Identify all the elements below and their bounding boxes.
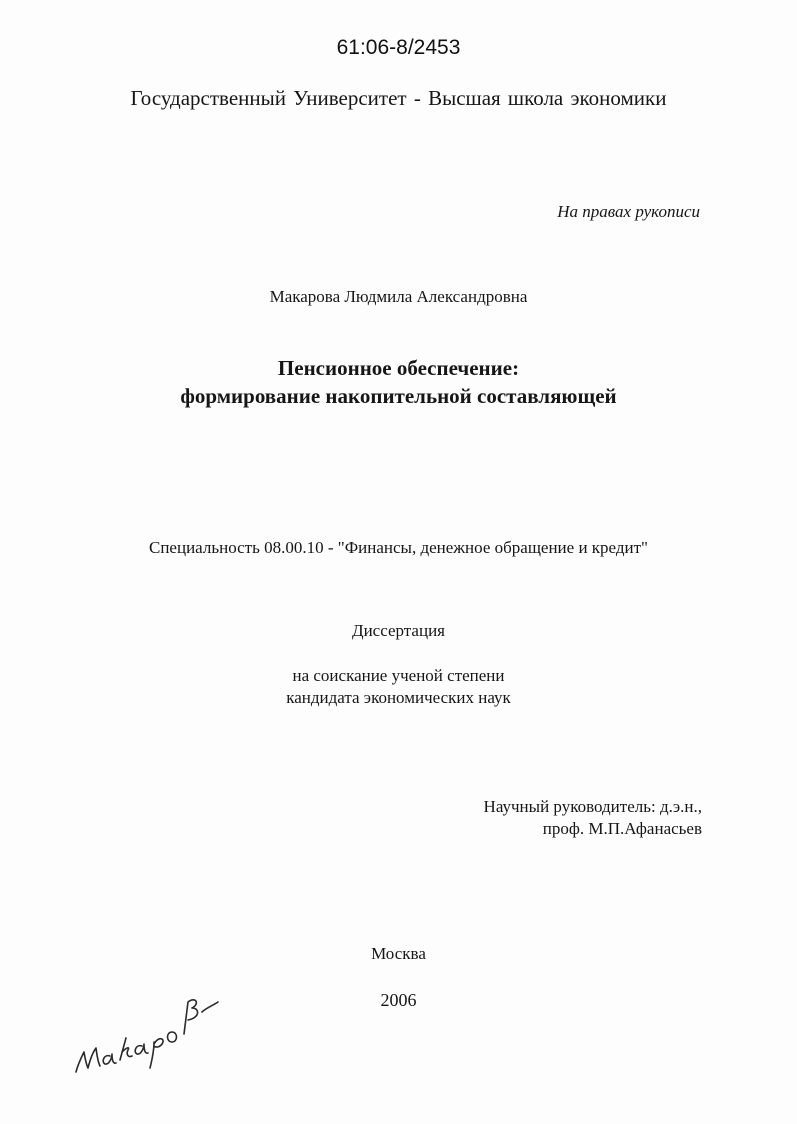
specialty-line: Специальность 08.00.10 - "Финансы, денежное обращение и кредит" [149,538,648,557]
supervisor-line: проф. М.П.Афанасьев [542,819,702,838]
title-line: формирование накопительной составляющей [180,384,617,408]
manuscript-note: На правах рукописи [557,202,700,221]
dissertation-title [0,354,797,410]
degree-statement [0,665,797,709]
degree-line: кандидата экономических наук [286,688,511,707]
handwritten-signature [70,968,230,1080]
signature-strokes [76,1000,218,1072]
supervisor-block [484,796,702,840]
year: 2006 [380,990,417,1010]
university-name: Государственный Университет - Высшая школа экономики [130,86,667,110]
author-name: Макарова Людмила Александровна [269,287,528,306]
title-line: Пенсионное обеспечение: [277,356,520,380]
degree-line: на соискание ученой степени [292,666,505,685]
supervisor-line: Научный руководитель: д.э.н., [483,797,702,816]
work-type: Диссертация [351,621,445,640]
city: Москва [371,944,426,963]
archive-code: 61:06-8/2453 [336,36,461,59]
